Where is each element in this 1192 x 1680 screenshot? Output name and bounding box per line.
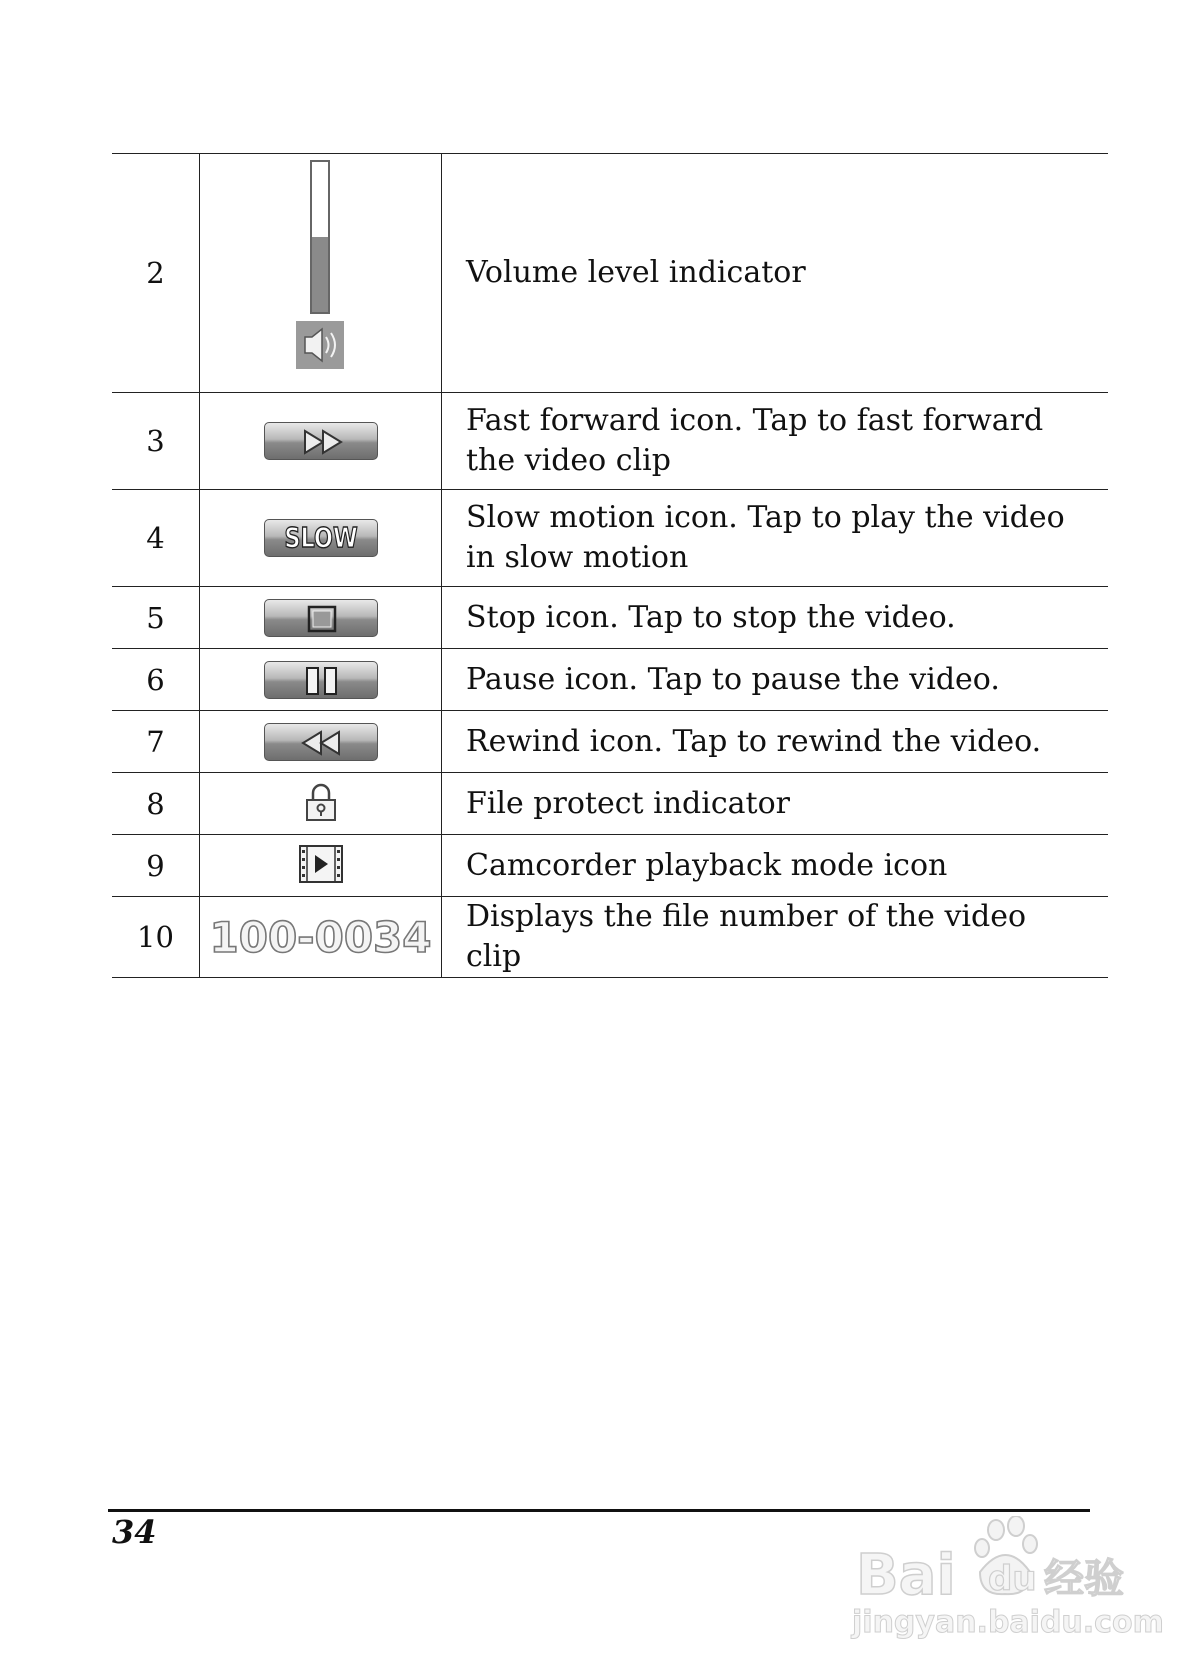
table-row (112, 649, 1108, 711)
fast-forward-icon[interactable] (264, 422, 378, 460)
table-row (112, 393, 1108, 490)
row-number: 6 (112, 649, 200, 711)
row-number: 8 (112, 773, 200, 835)
row-number: 3 (112, 393, 200, 490)
volume-level-fill (312, 237, 328, 312)
svg-text:du: du (988, 1559, 1037, 1599)
row-description: File protect indicator (442, 773, 1109, 835)
pause-icon[interactable] (264, 661, 378, 699)
watermark-site: jingyan.baidu.com (852, 1605, 1164, 1640)
row-description: Pause icon. Tap to pause the video. (442, 649, 1109, 711)
svg-text:Bai: Bai (856, 1543, 956, 1606)
row-number: 5 (112, 587, 200, 649)
row-number: 4 (112, 490, 200, 587)
table-row (112, 897, 1108, 978)
row-description: Rewind icon. Tap to rewind the video. (442, 711, 1109, 773)
row-description: Stop icon. Tap to stop the video. (442, 587, 1109, 649)
row-number: 7 (112, 711, 200, 773)
baidu-watermark-logo (850, 1516, 1130, 1610)
row-number: 9 (112, 835, 200, 897)
table-row (112, 773, 1108, 835)
row-description: Slow motion icon. Tap to play the video in slow motion (442, 490, 1109, 587)
svg-text:经验: 经验 (1044, 1556, 1124, 1602)
table-row (112, 490, 1108, 587)
page-number: 34 (112, 1513, 157, 1551)
row-number: 10 (112, 897, 200, 978)
stop-icon[interactable] (264, 599, 378, 637)
table-row (112, 835, 1108, 897)
table-row (112, 154, 1108, 393)
file-number-display: 100-0034 (209, 912, 432, 962)
footer-rule (108, 1509, 1090, 1512)
rewind-icon[interactable] (264, 723, 378, 761)
table-row (112, 587, 1108, 649)
volume-level-icon (295, 159, 347, 387)
row-description: Volume level indicator (442, 154, 1109, 393)
row-number: 2 (112, 154, 200, 393)
icon-reference-table (112, 153, 1108, 978)
film-play-icon (297, 843, 345, 889)
table-row (112, 711, 1108, 773)
slow-motion-icon[interactable] (264, 519, 378, 557)
slow-motion-label: SLOW (283, 521, 358, 554)
row-description: Displays the file number of the video clip (442, 897, 1109, 978)
lock-icon (302, 781, 340, 827)
row-description: Fast forward icon. Tap to fast forward the video clip (442, 393, 1109, 490)
row-description: Camcorder playback mode icon (442, 835, 1109, 897)
